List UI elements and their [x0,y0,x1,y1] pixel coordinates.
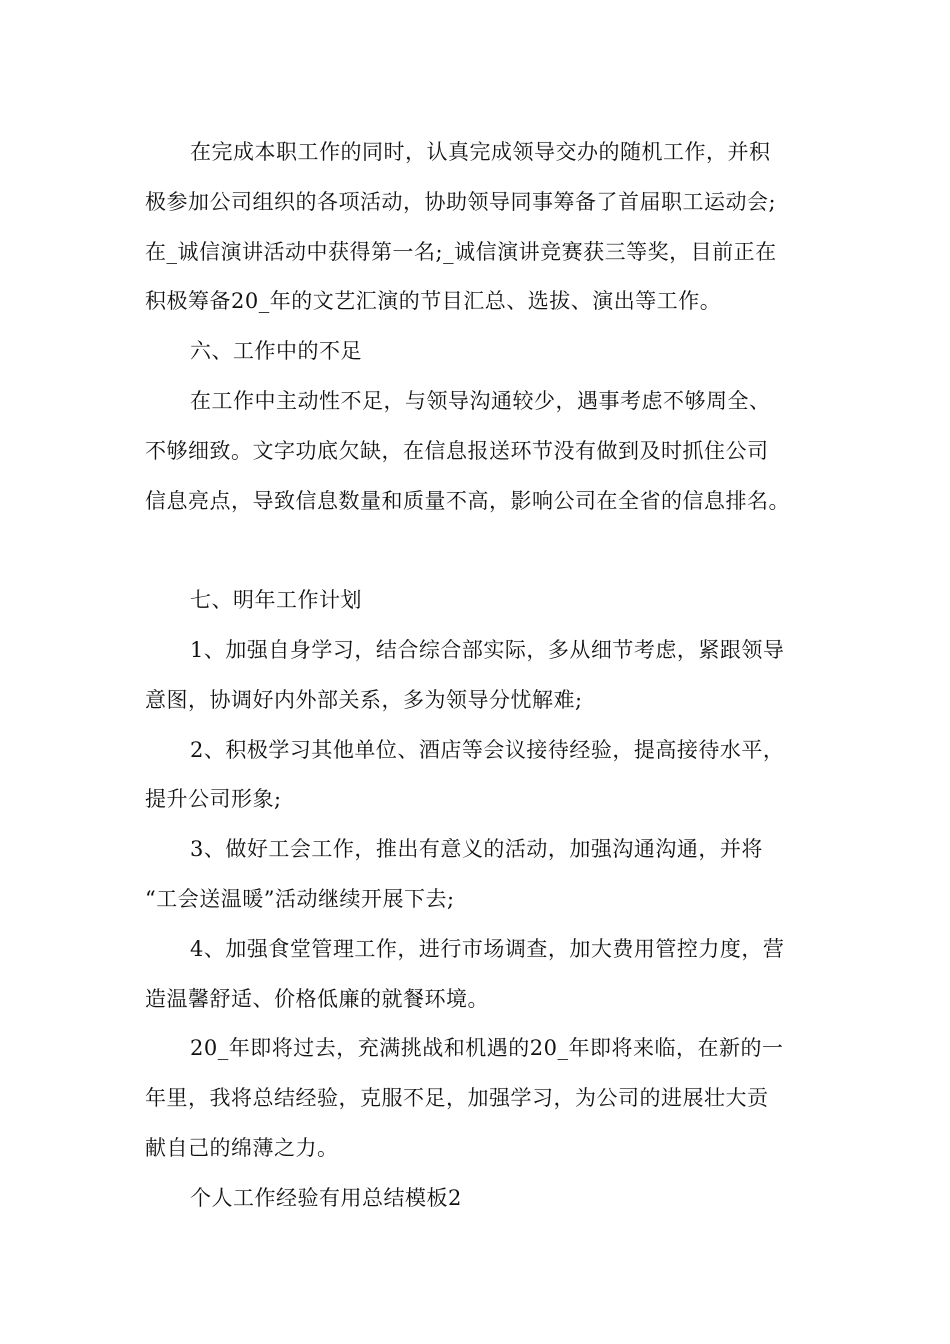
document-subtitle: 个人工作经验有用总结模板2 [190,1186,462,1210]
paragraph-line: 年里，我将总结经验，克服不足，加强学习，为公司的进展壮大贡 [145,1086,769,1110]
paragraph-line: 积极筹备20_年的文艺汇演的节目汇总、选拔、演出等工作。 [145,289,722,313]
paragraph-line: 极参加公司组织的各项活动，协助领导同事筹备了首届职工运动会; [145,190,777,214]
paragraph-line: 不够细致。文字功底欠缺，在信息报送环节没有做到及时抓住公司 [145,439,769,463]
list-item-line: 提升公司形象; [145,787,282,811]
paragraph-line: 20_年即将过去，充满挑战和机遇的20_年即将来临，在新的一 [190,1036,784,1060]
list-item-line: 4、加强食堂管理工作，进行市场调查，加大费用管控力度，营 [190,937,785,961]
list-item-line: 3、做好工会工作，推出有意义的活动，加强沟通沟通，并将 [190,837,763,861]
list-item-line: 1、加强自身学习，结合综合部实际，多从细节考虑，紧跟领导 [190,638,785,662]
paragraph-line: 在完成本职工作的同时，认真完成领导交办的随机工作，并积 [190,140,771,164]
section-heading: 七、明年工作计划 [190,588,362,612]
list-item-line: 意图，协调好内外部关系，多为领导分忧解难; [145,688,583,712]
paragraph-line: 信息亮点，导致信息数量和质量不高，影响公司在全省的信息排名。 [145,489,790,513]
list-item-line: “工会送温暖”活动继续开展下去; [145,887,455,911]
list-item-line: 2、积极学习其他单位、酒店等会议接待经验，提高接待水平， [190,738,785,762]
paragraph-line: 在_诚信演讲活动中获得第一名;_诚信演讲竞赛获三等奖，目前正在 [145,240,777,264]
paragraph-line: 在工作中主动性不足，与领导沟通较少，遇事考虑不够周全、 [190,389,771,413]
section-heading: 六、工作中的不足 [190,339,362,363]
paragraph-line: 献自己的绵薄之力。 [145,1136,339,1160]
list-item-line: 造温馨舒适、价格低廉的就餐环境。 [145,987,489,1011]
